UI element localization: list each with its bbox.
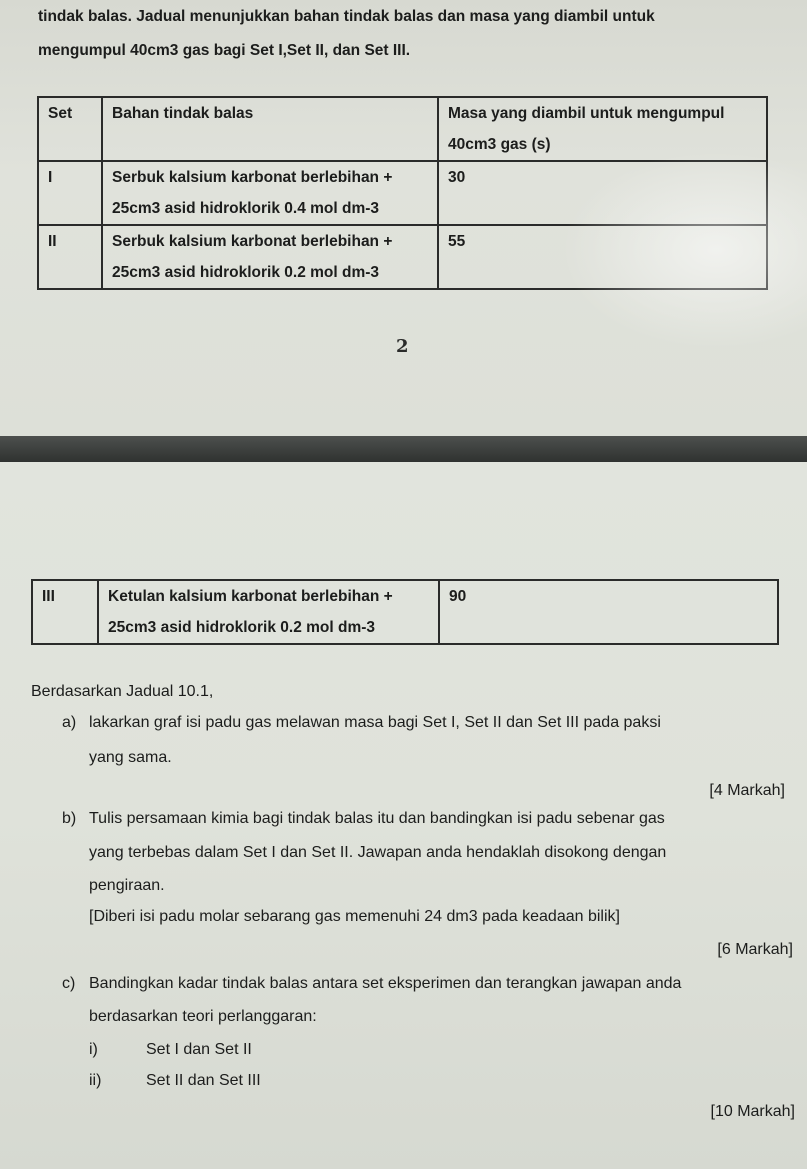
- question-c-marks: [10 Markah]: [710, 1103, 795, 1120]
- question-c-line-1: Bandingkan kadar tindak balas antara set eksperimen dan terangkan jawapan anda: [89, 975, 682, 992]
- question-b-line-1: Tulis persamaan kimia bagi tindak balas itu dan bandingkan isi padu sebenar gas: [89, 810, 665, 827]
- question-b-note: [Diberi isi padu molar sebarang gas memenuhi 24 dm3 pada keadaan bilik]: [89, 908, 620, 925]
- question-c-item-label: i): [89, 1041, 98, 1058]
- question-b-line-3: pengiraan.: [89, 877, 165, 894]
- question-a-line-1: lakarkan graf isi padu gas melawan masa bagi Set I, Set II dan Set III pada paksi: [89, 714, 661, 731]
- row-reactants: Serbuk kalsium karbonat berlebihan + 25cm3 asid hidroklorik 0.4 mol dm-3: [102, 161, 438, 225]
- question-c-label: c): [62, 975, 76, 992]
- row-reactants: Serbuk kalsium karbonat berlebihan + 25cm3 asid hidroklorik 0.2 mol dm-3: [102, 225, 438, 289]
- row-time: 55: [438, 225, 767, 289]
- row-set: I: [38, 161, 102, 225]
- table-row: [38, 225, 767, 289]
- row-set: III: [32, 580, 98, 644]
- row-set: II: [38, 225, 102, 289]
- row-time: 30: [438, 161, 767, 225]
- question-a-marks: [4 Markah]: [709, 782, 785, 799]
- intro-line-1: tindak balas. Jadual menunjukkan bahan tindak balas dan masa yang diambil untuk: [38, 8, 655, 25]
- question-b-marks: [6 Markah]: [717, 941, 793, 958]
- table-row: [38, 161, 767, 225]
- reaction-table-continued: [31, 579, 779, 645]
- question-c-item-text: Set II dan Set III: [146, 1072, 261, 1089]
- header-set: Set: [38, 97, 102, 161]
- reaction-table: [37, 96, 768, 290]
- question-b-line-2: yang terbebas dalam Set I dan Set II. Jawapan anda hendaklah disokong dengan: [89, 844, 667, 861]
- questions-lead: Berdasarkan Jadual 10.1,: [31, 683, 214, 700]
- page-number: 2: [396, 336, 409, 357]
- header-reactants: Bahan tindak balas: [102, 97, 438, 161]
- question-a-label: a): [62, 714, 77, 731]
- question-a-line-2: yang sama.: [89, 749, 172, 766]
- question-b-label: b): [62, 810, 77, 827]
- question-c-item-label: ii): [89, 1072, 102, 1089]
- question-c-item-text: Set I dan Set II: [146, 1041, 252, 1058]
- page-fold-shadow: [0, 436, 807, 462]
- table-header-row: [38, 97, 767, 161]
- table-row: [32, 580, 778, 644]
- header-time: Masa yang diambil untuk mengumpul 40cm3 gas (s): [438, 97, 767, 161]
- question-c-line-2: berdasarkan teori perlanggaran:: [89, 1008, 317, 1025]
- row-time: 90: [439, 580, 778, 644]
- row-reactants: Ketulan kalsium karbonat berlebihan + 25cm3 asid hidroklorik 0.2 mol dm-3: [98, 580, 439, 644]
- intro-line-2: mengumpul 40cm3 gas bagi Set I,Set II, dan Set III.: [38, 42, 411, 59]
